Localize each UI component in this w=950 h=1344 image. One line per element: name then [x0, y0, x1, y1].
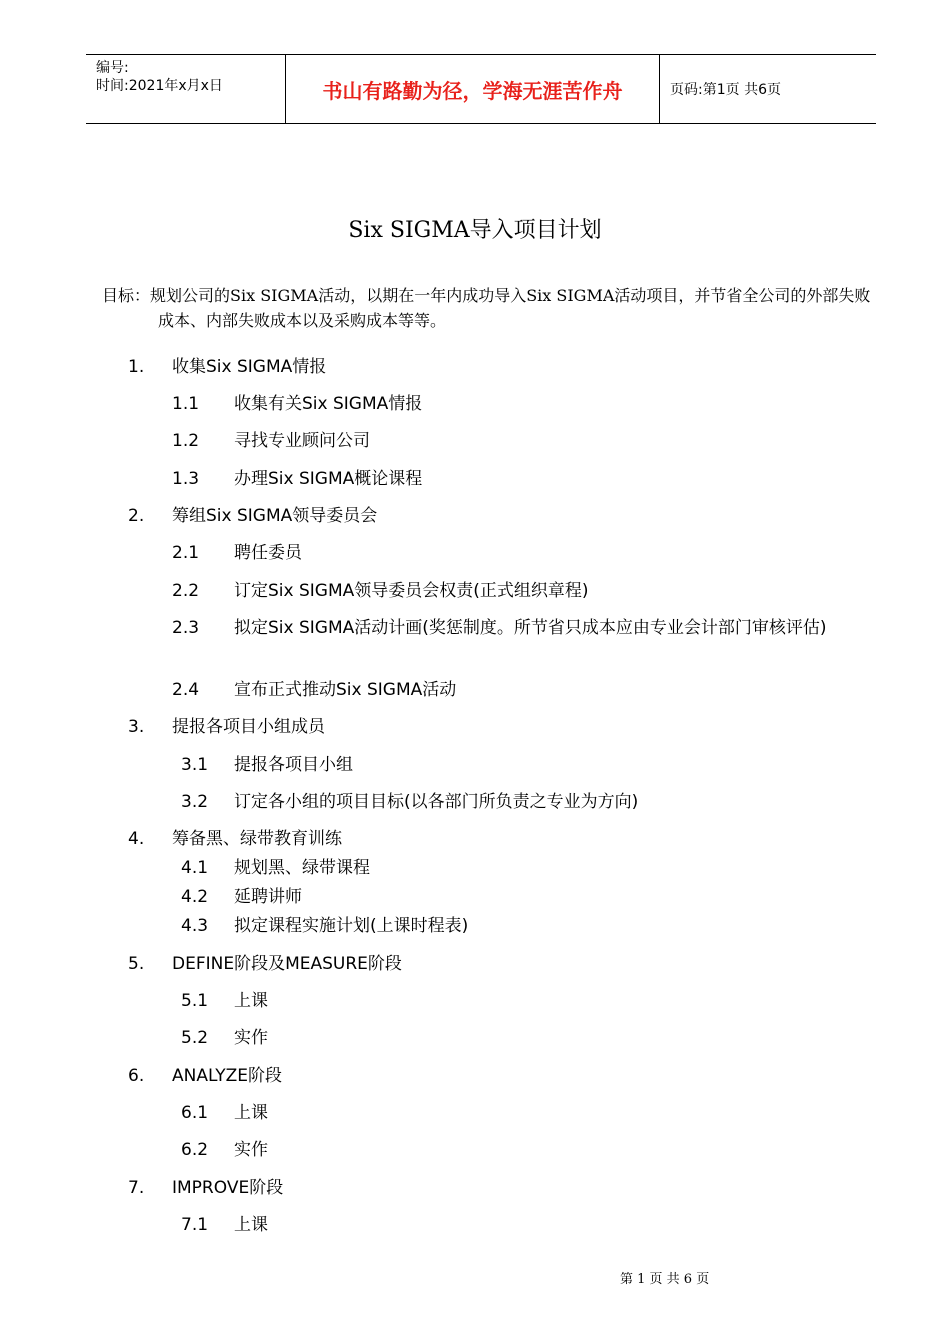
outline-subitem: 6.2 实作	[181, 1140, 268, 1160]
outline-subitem: 3.1 提报各项目小组	[181, 755, 353, 775]
page-footer: 第 1 页 共 6 页	[620, 1272, 710, 1287]
outline-subitem: 1.3 办理Six SIGMA概论课程	[172, 469, 423, 489]
outline-subitem: 1.1 收集有关Six SIGMA情报	[172, 394, 423, 414]
outline-item: 4. 筹备黑、绿带教育训练	[128, 829, 342, 849]
outline-subitem: 6.1 上课	[181, 1103, 268, 1123]
outline-item: 3. 提报各项目小组成员	[128, 717, 325, 737]
outline-item: 1. 收集Six SIGMA情报	[128, 357, 327, 377]
header-motto: 书山有路勤为径，学海无涯苦作舟	[286, 55, 660, 123]
outline-subitem: 4.1 规划黑、绿带课程	[181, 858, 370, 878]
outline-subitem: 1.2 寻找专业顾问公司	[172, 431, 370, 451]
outline-subitem: 7.1 上课	[181, 1215, 268, 1235]
outline-item: 2. 筹组Six SIGMA领导委员会	[128, 506, 378, 526]
code-label: 编号:	[96, 60, 129, 76]
outline-item: 6. ANALYZE阶段	[128, 1066, 282, 1086]
outline-subitem: 2.4 宣布正式推动Six SIGMA活动	[172, 680, 457, 700]
outline-subitem: 4.3 拟定课程实施计划(上课时程表)	[181, 916, 469, 936]
outline-subitem: 2.1 聘任委员	[172, 543, 302, 563]
outline-item: 7. IMPROVE阶段	[128, 1178, 284, 1198]
outline-item: 5. DEFINE阶段及MEASURE阶段	[128, 954, 402, 974]
outline-subitem: 2.3 拟定Six SIGMA活动计画(奖惩制度。所节省只成本应由专业会计部门审核评估)	[172, 618, 827, 638]
outline-subitem: 2.2 订定Six SIGMA领导委员会权责(正式组织章程)	[172, 581, 589, 601]
date-label: 时间:2021年x月x日	[96, 78, 223, 94]
outline-subitem: 4.2 延聘讲师	[181, 887, 302, 907]
header-meta	[86, 55, 286, 123]
goal-paragraph: 目标：规划公司的Six SIGMA活动，以期在一年内成功导入Six SIGMA活动项目，并节省全公司的外部失败成本、内部失败成本以及采购成本等等。	[102, 286, 871, 330]
page-header	[86, 54, 876, 124]
outline-subitem: 5.1 上课	[181, 991, 268, 1011]
outline-subitem: 3.2 订定各小组的项目目标(以各部门所负责之专业为方向)	[181, 792, 639, 812]
document-title: Six SIGMA导入项目计划	[348, 218, 602, 243]
header-page-info: 页码:第1页 共6页	[670, 82, 781, 98]
outline-subitem: 5.2 实作	[181, 1028, 268, 1048]
